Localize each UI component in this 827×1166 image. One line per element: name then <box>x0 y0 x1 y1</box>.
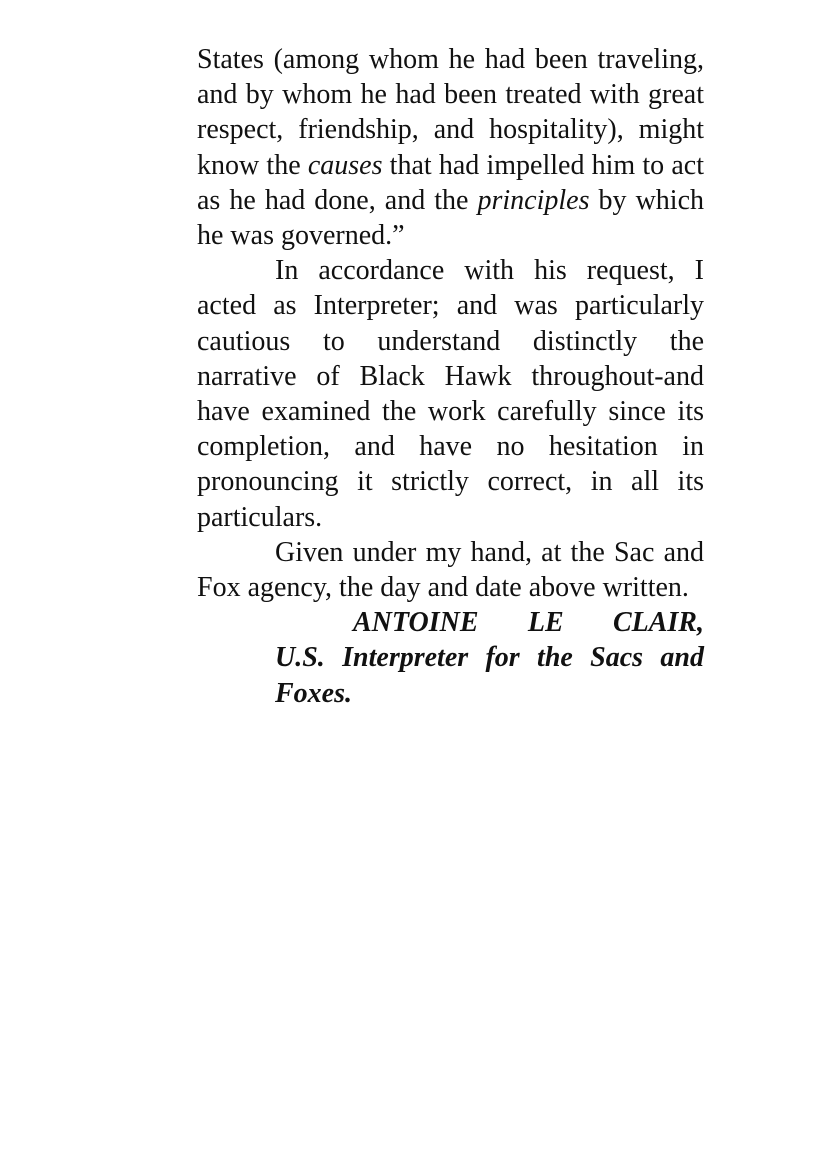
paragraph-given-under-hand: Given under my hand, at the Sac and Fox agency, the day and date above written. <box>197 536 704 604</box>
paragraph-segment: that had impelled him to act as he had done, and the <box>197 149 705 216</box>
document-page <box>197 42 704 711</box>
paragraph-continued <box>197 42 704 253</box>
signature-name: ANTOINE LE CLAIR, <box>353 607 704 639</box>
signature-title: U.S. Interpreter for the Sacs and Foxes. <box>275 642 704 709</box>
signature-block <box>275 605 704 711</box>
emphasis-causes: causes <box>307 149 383 181</box>
paragraph-segment: States (among whom he had been traveling, and by whom he had been treated with great respect, friendship, and hospitality), might know the <box>197 44 704 181</box>
paragraph-interpreter-statement: In accordance with his request, I acted as Interpreter; and was particularly cautious to understand distinctly the narrative of Black Hawk throughout-and have examined the work carefully since its completion, and have no hesitation in pronouncing it strictly correct, in all its particulars. <box>197 255 704 533</box>
paragraph-segment: by which he was governed.” <box>197 184 704 252</box>
emphasis-principles: principles <box>477 184 590 216</box>
